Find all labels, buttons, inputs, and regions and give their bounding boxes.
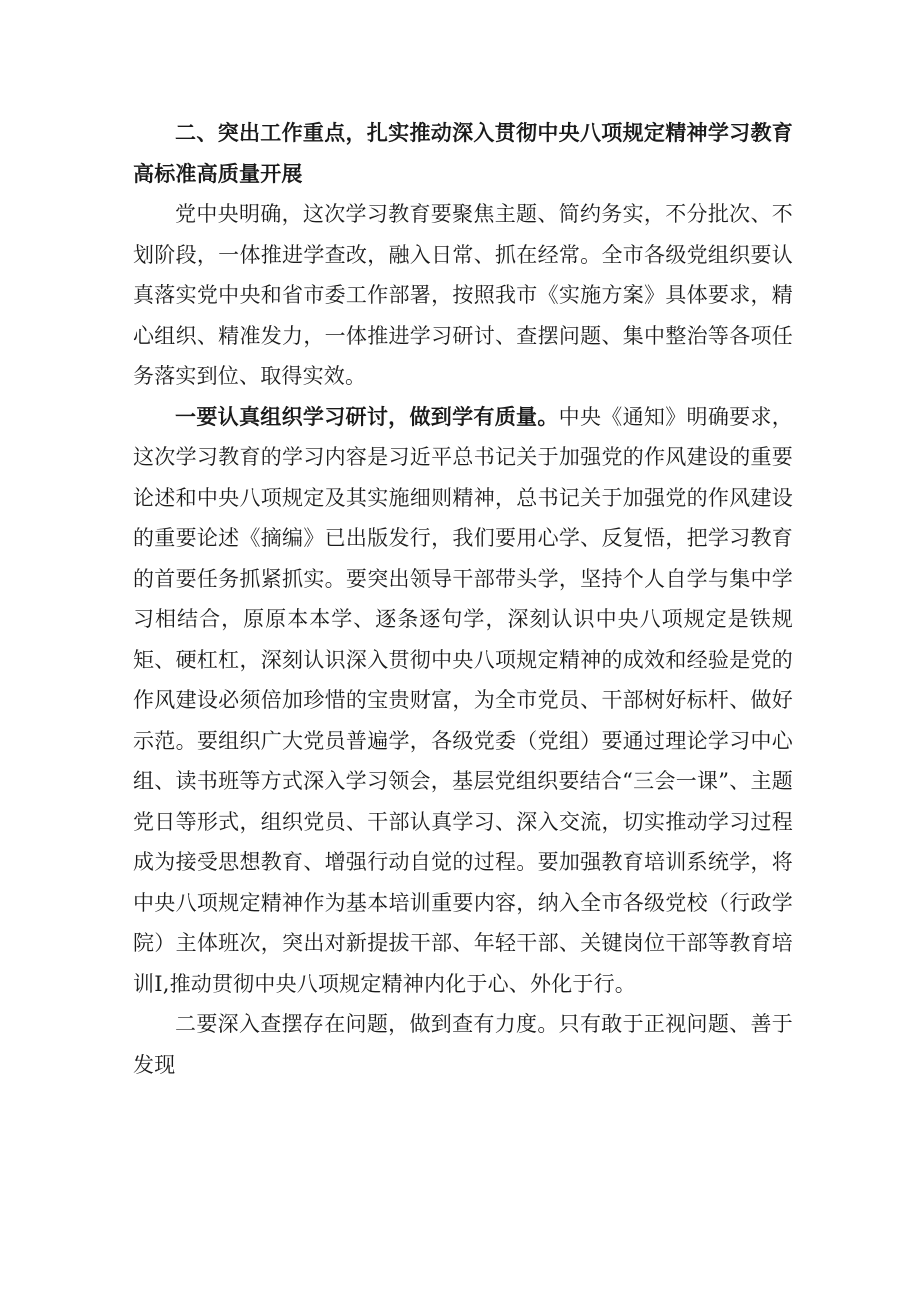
section-heading: 二、突出工作重点，扎实推动深入贯彻中央八项规定精神学习教育高标准高质量开展: [133, 120, 793, 186]
paragraph-1: 党中央明确，这次学习教育要聚焦主题、简约务实，不分批次、不划阶段，一体推进学查改，融入日常、抓在经常。全市各级党组织要认真落实党中央和省市委工作部署，按照我市《实施方案》具体要求，精心组织、精准发力，一体推进学习研讨、查摆问题、集中整治等各项任务落实到位、取得实效。: [133, 202, 793, 388]
paragraph-2-body: 中央《通知》明确要求，这次学习教育的学习内容是习近平总书记关于加强党的作风建设的重要论述和中央八项规定及其实施细则精神，总书记关于加强党的作风建设的重要论述《摘编》已出版发行，我们要用心学、反复悟，把学习教育的首要任务抓紧抓实。要突出领导干部带头学，坚持个人自学与集中学习相结合，原原本本学、逐条逐句学，深刻认识中央八项规定是铁规矩、硬杠杠，深刻认识深入贯彻中央八项规定精神的成效和经验是党的作风建设必须倍加珍惜的宝贵财富，为全市党员、干部树好标杆、做好示范。要组织广大党员普遍学，各级党委（党组）要通过理论学习中心组、读书班等方式深入学习领会，基层党组织要结合“三会一课”、主题党日等形式，组织党员、干部认真学习、深入交流，切实推动学习过程成为接受思想教育、增强行动自觉的过程。要加强教育培训系统学，将中央八项规定精神作为基本培训重要内容，纳入全市各级党校（行政学院）主体班次，突出对新提拔干部、年轻干部、关键岗位干部等教育培训I,推动贯彻中央八项规定精神内化于心、外化于行。: [133, 404, 793, 996]
paragraph-2: [133, 397, 793, 1005]
paragraph-3: 二要深入查摆存在问题，做到查有力度。只有敢于正视问题、善于发现: [133, 1012, 793, 1077]
document-body: [133, 113, 793, 1085]
paragraph-2-lead: 一要认真组织学习研讨，做到学有质量。: [175, 403, 559, 429]
